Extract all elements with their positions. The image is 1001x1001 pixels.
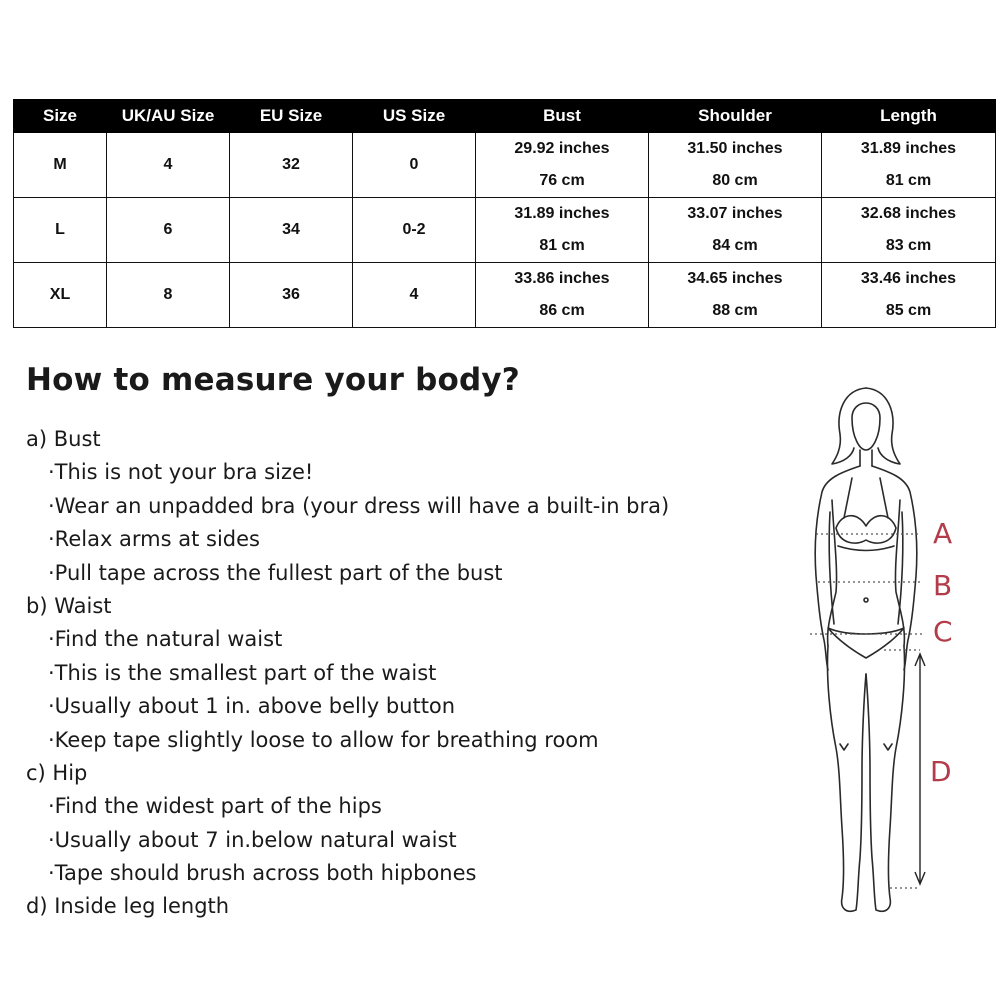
list-item: ·Find the widest part of the hips [48,794,382,819]
list-item: ·Relax arms at sides [48,527,260,552]
header-eu: EU Size [230,100,353,133]
section-heading: a) Bust [26,427,101,451]
list-item: ·This is not your bra size! [48,460,314,485]
bust-cm: 81 cm [539,237,585,254]
list-item: ·Pull tape across the fullest part of the bust [48,560,503,585]
body-outline-illustration [796,378,966,923]
navel [864,598,868,602]
shoulder-cm: 88 cm [712,302,758,319]
table-row [14,263,996,328]
cell-uk-au: 4 [107,133,230,198]
list-item: ·Find the natural waist [48,627,283,652]
list-item: ·Tape should brush across both hipbones [48,861,477,886]
hair-outline [866,388,900,464]
cell-us: 0 [353,133,476,198]
label-b: B [933,569,953,602]
cell-bust [476,198,649,263]
body-measurement-figure [796,378,966,923]
knee-mark [840,744,892,750]
length-cm: 81 cm [885,172,932,189]
header-uk-au: UK/AU Size [107,100,230,133]
cell-length [822,198,996,263]
size-chart-header-row [14,100,996,133]
bust-inches: 29.92 inches [514,140,610,157]
length-cm: 85 cm [885,302,932,319]
guide-title: How to measure your body? [26,362,520,398]
cell-us: 0-2 [353,198,476,263]
label-a: A [933,517,953,550]
bra-outline [836,516,896,543]
cell-size: XL [14,263,107,328]
list-item: ·Wear an unpadded bra (your dress will have a built-in bra) [48,493,670,518]
cell-bust [476,263,649,328]
size-chart-table [13,99,996,328]
cell-uk-au: 6 [107,198,230,263]
cell-eu: 34 [230,198,353,263]
arm-outline [815,466,860,670]
cell-eu: 36 [230,263,353,328]
label-d: D [930,755,952,788]
shoulder-cm: 84 cm [712,237,758,254]
list-item: ·Usually about 7 in.below natural waist [48,827,457,852]
bust-cm: 86 cm [539,302,585,319]
shoulder-inches: 31.50 inches [687,140,783,157]
bust-inches: 31.89 inches [514,205,610,222]
arm-outline [872,466,917,670]
list-item: ·Usually about 1 in. above belly button [48,694,456,719]
header-shoulder: Shoulder [649,100,822,133]
header-us: US Size [353,100,476,133]
shoulder-inches: 33.07 inches [687,205,783,222]
cell-size: M [14,133,107,198]
cell-length [822,263,996,328]
leg-outline [866,646,905,911]
table-row [14,198,996,263]
cell-size: L [14,198,107,263]
cell-bust [476,133,649,198]
leg-outline [827,646,866,911]
section-inside-leg [26,891,726,924]
section-heading: d) Inside leg length [26,894,230,919]
length-inches: 32.68 inches [860,205,957,222]
list-item: ·This is the smallest part of the waist [48,660,437,685]
hair-outline [832,388,866,464]
shoulder-inches: 34.65 inches [687,270,783,287]
cell-shoulder [649,198,822,263]
label-c: C [933,615,953,648]
header-bust: Bust [476,100,649,133]
header-size: Size [14,100,107,133]
section-waist [26,591,726,758]
bra-strap [844,478,888,518]
header-length: Length [822,100,996,133]
section-heading: c) Hip [26,760,88,785]
shoulder-cm: 80 cm [712,172,758,189]
bust-cm: 76 cm [539,172,585,189]
head-outline [852,403,880,450]
table-row [14,133,996,198]
brief-outline [828,628,904,658]
cell-eu: 32 [230,133,353,198]
neck-outline [860,450,872,466]
section-heading: b) Waist [26,593,112,618]
length-inches: 31.89 inches [860,140,957,157]
cell-shoulder [649,133,822,198]
length-inches: 33.46 inches [860,270,957,287]
section-hip [26,758,726,892]
cell-length [822,133,996,198]
cell-us: 4 [353,263,476,328]
cell-shoulder [649,263,822,328]
length-cm: 83 cm [885,237,932,254]
measure-guide [26,424,726,925]
bust-inches: 33.86 inches [514,270,610,287]
bra-band [838,546,894,551]
section-bust [26,424,726,591]
list-item: ·Keep tape slightly loose to allow for breathing room [48,727,599,752]
cell-uk-au: 8 [107,263,230,328]
